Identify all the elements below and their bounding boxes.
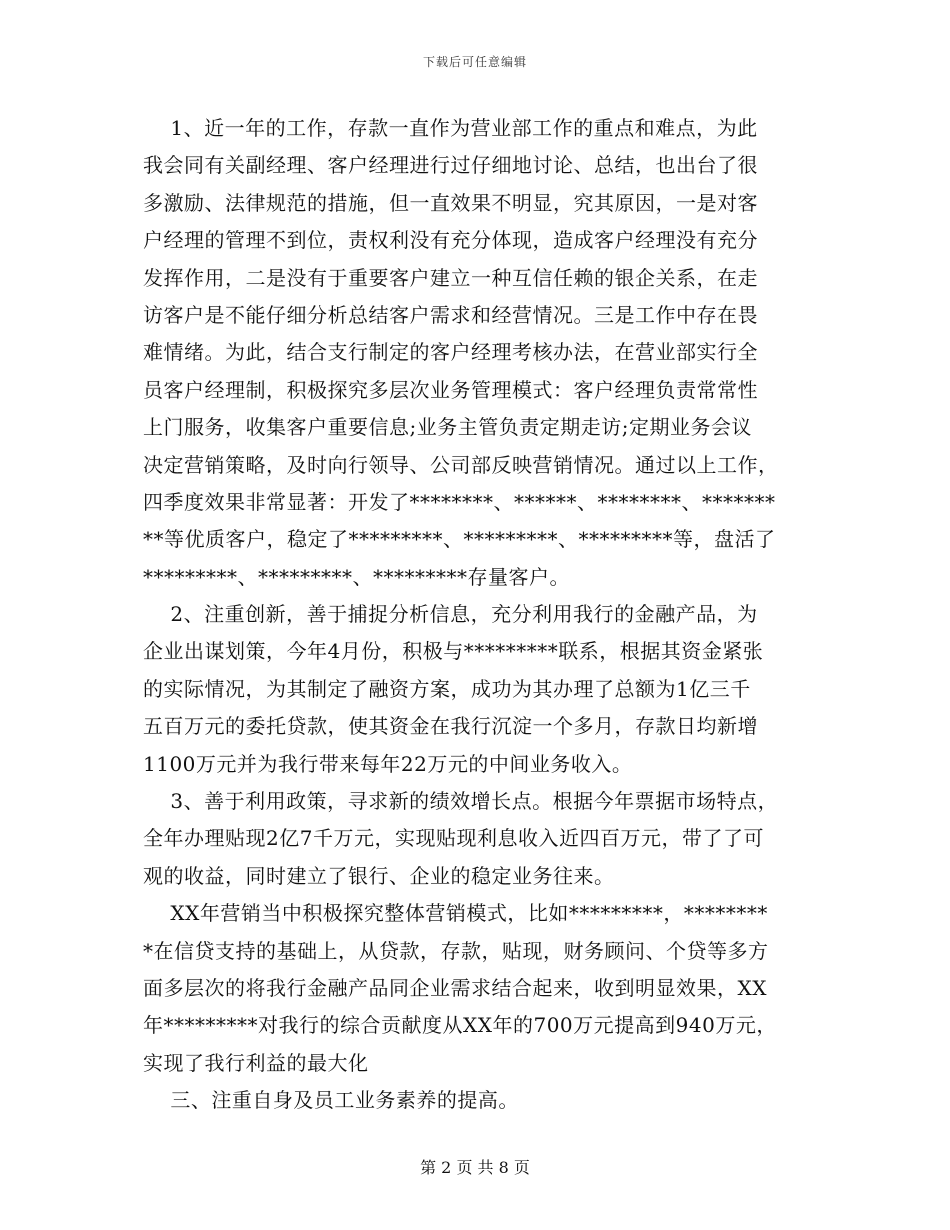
text-line: 四季度效果非常显著：开发了********、******、********、******* — [143, 489, 776, 514]
text-line: 上门服务，收集客户重要信息;业务主管负责定期走访;定期业务会议 — [143, 415, 752, 440]
text-line: 2、注重创新，善于捕捉分析信息，充分利用我行的金融产品，为 — [143, 602, 758, 627]
text-line: 多激励、法律规范的措施，但一直效果不明显，究其原因，一是对客 — [143, 190, 758, 215]
text-line: 五百万元的委托贷款，使其资金在我行沉淀一个多月，存款日均新增 — [143, 714, 758, 739]
text-line: 访客户是不能仔细分析总结客户需求和经营情况。三是工作中存在畏 — [143, 302, 758, 327]
text-line: 1100万元并为我行带来每年22万元的中间业务收入。 — [143, 751, 633, 776]
text-line: 面多层次的将我行金融产品同企业需求结合起来，收到明显效果，XX — [143, 975, 767, 1000]
text-line: 难情绪。为此，结合支行制定的客户经理考核办法，在营业部实行全 — [143, 340, 758, 365]
text-line: XX年营销当中积极探究整体营销模式，比如*********，******** — [143, 901, 768, 926]
text-line: *在信贷支持的基础上，从贷款，存款，贴现，财务顾问、个贷等多方 — [143, 938, 769, 963]
page-header: 下载后可任意编辑 — [422, 55, 527, 69]
text-line: 的实际情况，为其制定了融资方案，成功为其办理了总额为1亿三千 — [143, 676, 751, 701]
text-line: 全年办理贴现2亿7千万元，实现贴现利息收入近四百万元，带了了可 — [143, 826, 764, 851]
text-line: 员客户经理制，积极探究多层次业务管理模式：客户经理负责常常性 — [143, 377, 758, 402]
text-line: *********、*********、*********存量客户。 — [143, 564, 570, 589]
text-line: 我会同有关副经理、客户经理进行过仔细地讨论、总结，也出台了很 — [143, 153, 758, 178]
text-line: 1、近一年的工作，存款一直作为营业部工作的重点和难点，为此 — [143, 116, 758, 140]
text-line: 实现了我行利益的最大化 — [143, 1050, 369, 1075]
text-line: 3、善于利用政策，寻求新的绩效增长点。根据今年票据市场特点， — [143, 789, 779, 814]
text-line: 观的收益，同时建立了银行、企业的稳定业务往来。 — [143, 863, 615, 888]
text-line: **等优质客户，稳定了*********、*********、*********等，盘活了 — [143, 527, 776, 552]
text-line: 户经理的管理不到位，责权利没有充分体现，造成客户经理没有充分 — [143, 228, 758, 253]
text-line: 三、注重自身及员工业务素养的提高。 — [143, 1088, 519, 1113]
document-body — [143, 110, 813, 1120]
page-number: 第 2 页 共 8 页 — [420, 1158, 530, 1177]
text-line: 企业出谋划策，今年4月份，积极与*********联系，根据其资金紧张 — [143, 639, 764, 664]
text-line: 发挥作用，二是没有于重要客户建立一种互信任赖的银企关系，在走 — [143, 265, 758, 290]
text-line: 年*********对我行的综合贡献度从XX年的700万元提高到940万元， — [143, 1013, 777, 1038]
text-line: 决定营销策略，及时向行领导、公司部反映营销情况。通过以上工作， — [143, 452, 779, 477]
